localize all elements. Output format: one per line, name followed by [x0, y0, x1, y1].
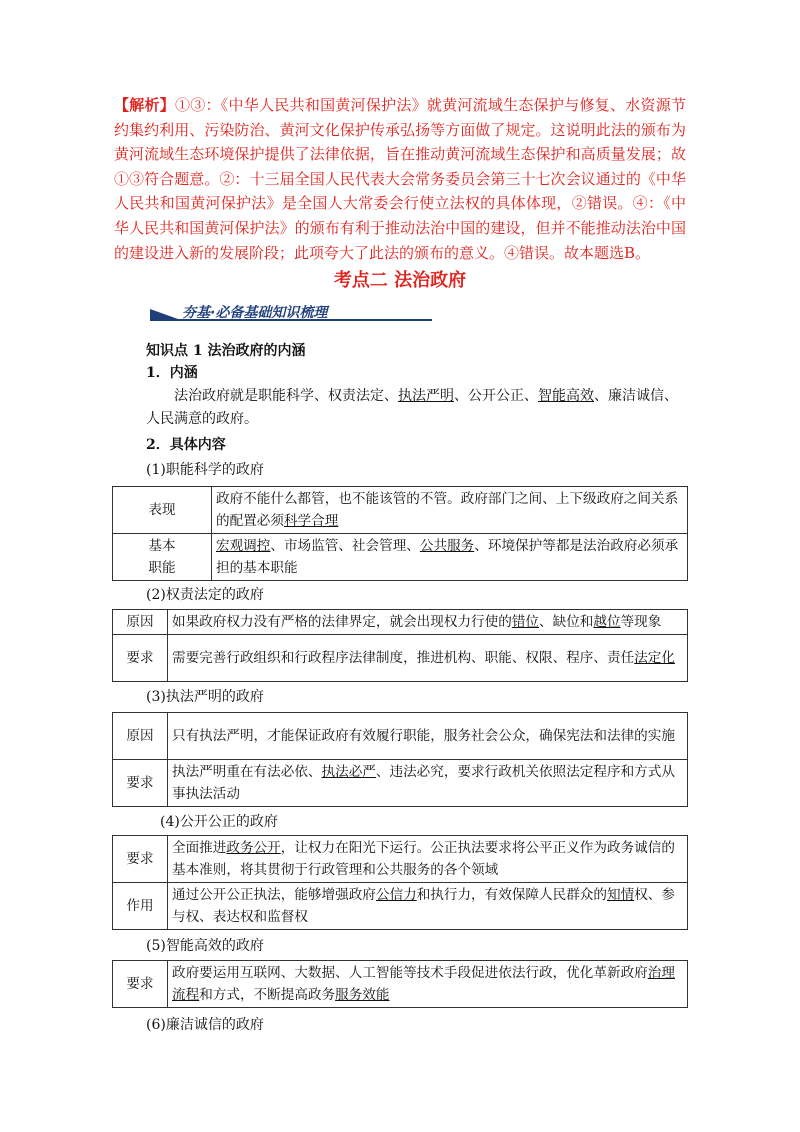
row-label: 要求: [113, 961, 168, 1008]
knowledge-point-heading: 知识点 1 法治政府的内涵: [146, 343, 306, 359]
table-row: [113, 487, 688, 534]
table-row: [113, 883, 688, 930]
row-label: 要求: [113, 760, 168, 807]
subsection-title-6: (6)廉洁诚信的政府: [146, 1017, 264, 1033]
table-row: [113, 610, 688, 635]
row-label: 原因: [113, 610, 168, 635]
row-content: 只有执法严明，才能保证政府有效履行职能，服务社会公众，确保宪法和法律的实施: [168, 713, 688, 760]
table-strict-enforcement: [112, 712, 688, 807]
row-content: 宏观调控、市场监管、社会管理、公共服务、环境保护等都是法治政府必须承担的基本职能: [212, 534, 688, 581]
row-content: 通过公开公正执法，能够增强政府公信力和执行力，有效保障人民群众的知情权、参与权、表达权和监督权: [168, 883, 688, 930]
banner-wedge: [150, 309, 178, 319]
subsection-title-5: (5)智能高效的政府: [146, 938, 264, 954]
heading-connotation: 1．内涵: [146, 365, 198, 381]
analysis-paragraph: [114, 93, 686, 265]
heading-specific-content: 2．具体内容: [146, 437, 226, 453]
keyword-smart-efficient: 智能高效: [538, 388, 594, 404]
row-label: 要求: [113, 635, 168, 682]
row-content: 全面推进政务公开，让权力在阳光下运行。公正执法要求将公平正义作为政务诚信的基本准则，将其贯彻于行政管理和公共服务的各个领域: [168, 836, 688, 883]
table-smart-efficient: [112, 960, 688, 1008]
row-content: 需要完善行政组织和行政程序法律制度，推进机构、职能、权限、程序、责任法定化: [168, 635, 688, 682]
table-row: [113, 635, 688, 682]
subsection-title-1: (1)职能科学的政府: [146, 462, 264, 478]
table-row: [113, 961, 688, 1008]
table-function-science: [112, 486, 688, 581]
table-row: [113, 760, 688, 807]
analysis-tag: 【解析】: [114, 96, 176, 114]
table-row: [113, 713, 688, 760]
row-content: 政府不能什么都管，也不能该管的不管。政府部门之间、上下级政府之间关系的配置必须科学合理: [212, 487, 688, 534]
row-label: 作用: [113, 883, 168, 930]
section-title: 考点二 法治政府: [333, 270, 467, 291]
row-label: 表现: [113, 487, 212, 534]
definition-paragraph: 法治政府就是职能科学、权责法定、执法严明、公开公正、智能高效、廉洁诚信、人民满意的政府。: [146, 388, 678, 427]
analysis-body: ①③：《中华人民共和国黄河保护法》就黄河流域生态保护与修复、水资源节约集约利用、污染防治、黄河文化保护传承弘扬等方面做了规定。这说明此法的颁布为黄河流域生态环境保护提供了法律依据，旨在推动黄河流域生态保护和高质量发展；故①③符合题意。②：十三届全国人民代表大会常务委员会第三十七次会议通过的《中华人民共和国黄河保护法》是全国人大常委会行使立法权的具体体现，②错误。④：《中华人民共和国黄河保护法》的颁布有利于推动法治中国的建设，但并不能推动法治中国的建设进入新的发展阶段；此项夸大了此法的颁布的意义。④错误。故本题选B。: [114, 96, 686, 262]
row-label: 要求: [113, 836, 168, 883]
section-banner: [150, 300, 432, 326]
subsection-title-2: (2)权责法定的政府: [146, 587, 264, 603]
row-label: 原因: [113, 713, 168, 760]
subsection-title-4: (4)公开公正的政府: [160, 814, 278, 830]
keyword-strict-enforcement: 执法严明: [398, 388, 454, 404]
table-row: [113, 836, 688, 883]
row-content: 执法严明重在有法必依、执法必严、违法必究，要求行政机关依照法定程序和方式从事执法活动: [168, 760, 688, 807]
table-powers-by-law: [112, 609, 688, 682]
row-content: 政府要运用互联网、大数据、人工智能等技术手段促进依法行政，优化革新政府治理流程和方式，不断提高政务服务效能: [168, 961, 688, 1008]
row-label: 基本 职能: [113, 534, 212, 581]
subsection-title-3: (3)执法严明的政府: [146, 689, 264, 705]
row-content: 如果政府权力没有严格的法律界定，就会出现权力行使的错位、缺位和越位等现象: [168, 610, 688, 635]
banner-text: 夯基·必备基础知识梳理: [182, 305, 328, 321]
table-row: [113, 534, 688, 581]
table-open-fair: [112, 835, 688, 930]
